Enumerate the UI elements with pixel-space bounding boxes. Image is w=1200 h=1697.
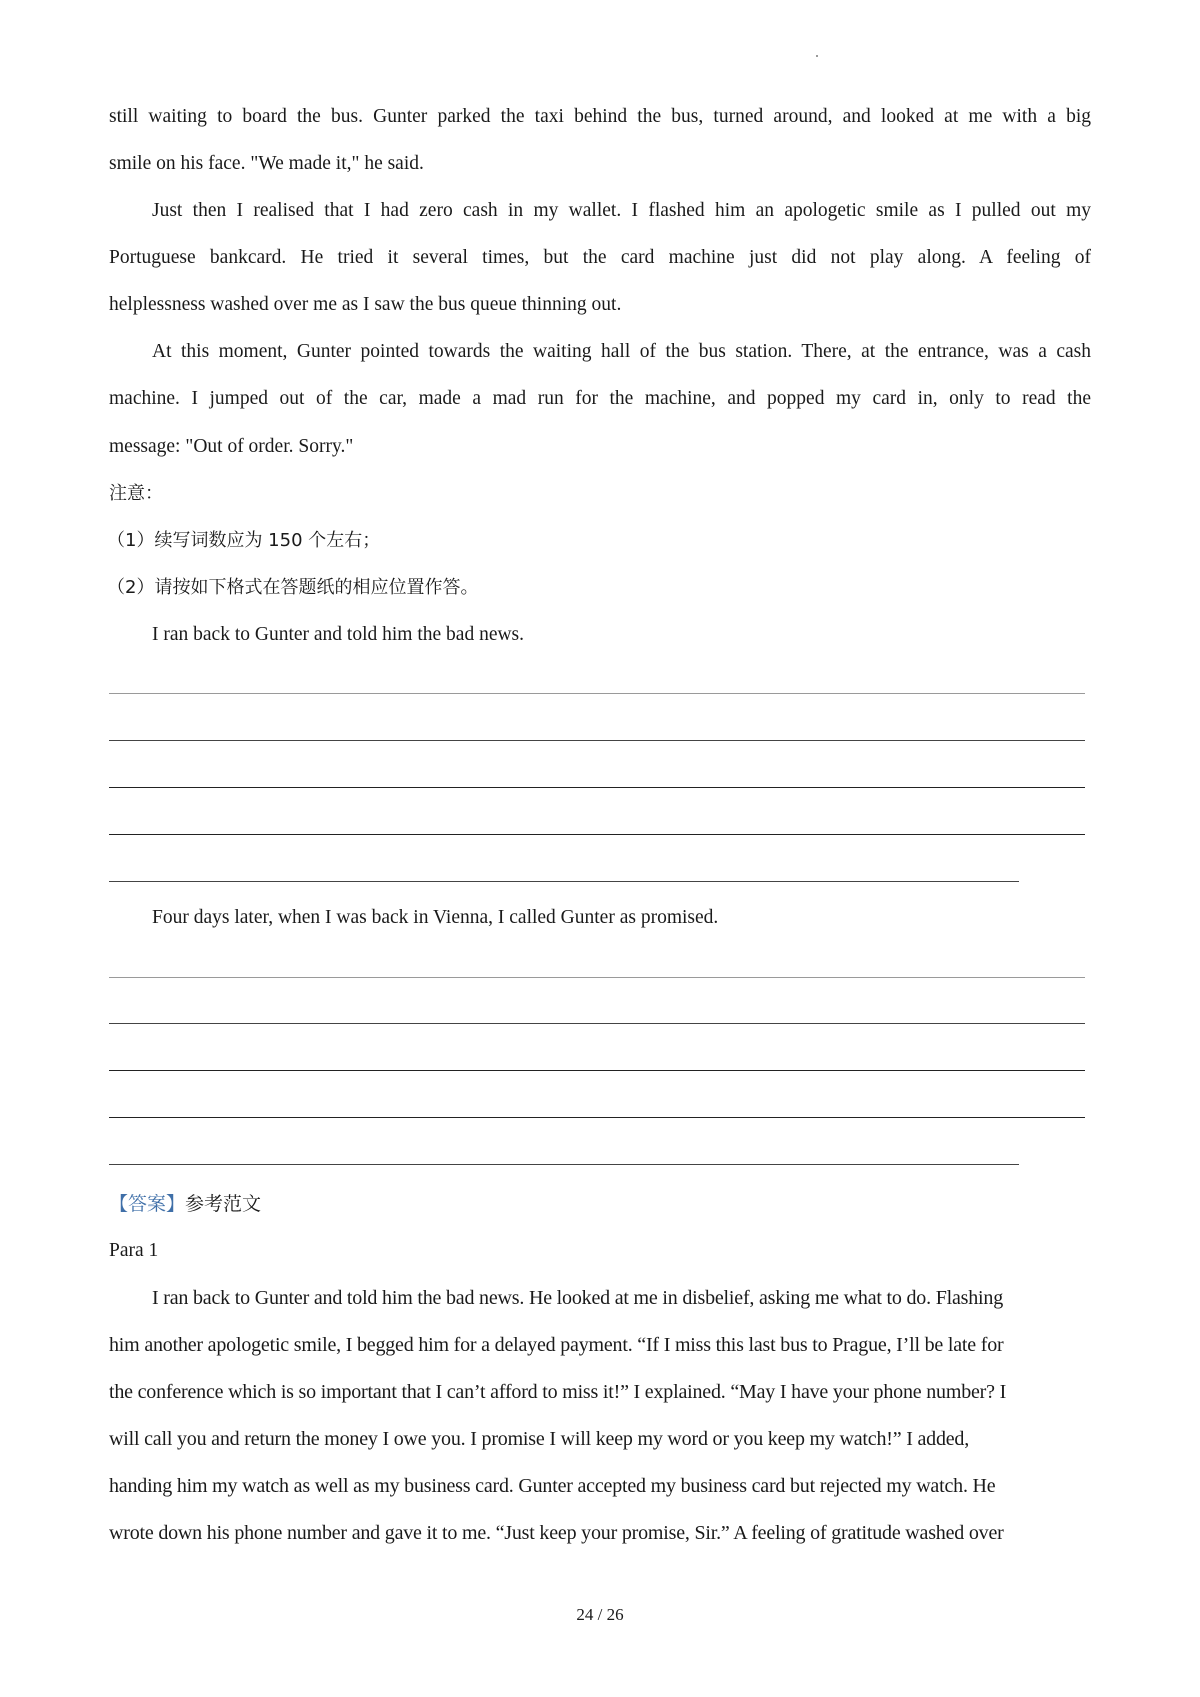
answer-line: I ran back to Gunter and told him the bad news. He looked at me in disbelief, asking me what to do. Flashing <box>152 1287 1003 1309</box>
passage-line: helplessness washed over me as I saw the bus queue thinning out. <box>109 294 622 315</box>
answer-writing-line[interactable] <box>109 977 1085 978</box>
passage-line: machine. I jumped out of the car, made a mad run for the machine, and popped my card in, only to read the <box>109 388 1091 409</box>
para-label: Para 1 <box>109 1240 159 1261</box>
answer-writing-line[interactable] <box>109 1164 1019 1165</box>
passage-line: At this moment, Gunter pointed towards the waiting hall of the bus station. There, at the entrance, was a cash <box>152 341 1091 362</box>
notes-item: （1）续写词数应为 150 个左右； <box>107 530 381 551</box>
answer-line: wrote down his phone number and gave it to me. “Just keep your promise, Sir.” A feeling of gratitude washed over <box>109 1522 1004 1544</box>
answer-line: handing him my watch as well as my business card. Gunter accepted my business card but rejected my watch. He <box>109 1475 996 1497</box>
passage-line: smile on his face. "We made it," he said. <box>109 153 424 174</box>
scan-artifact-dot <box>816 55 818 57</box>
answer-line: him another apologetic smile, I begged him for a delayed payment. “If I miss this last bus to Prague, I’ll be late for <box>109 1334 1004 1356</box>
notes-item: （2）请按如下格式在答题纸的相应位置作答。 <box>107 577 479 598</box>
answer-tag: 【答案】 <box>109 1193 186 1215</box>
answer-writing-line[interactable] <box>109 787 1085 788</box>
answer-writing-line[interactable] <box>109 1070 1085 1071</box>
notes-heading: 注意： <box>109 483 163 504</box>
writing-prompt-1: I ran back to Gunter and told him the bad news. <box>152 624 525 645</box>
writing-prompt-2: Four days later, when I was back in Vienna, I called Gunter as promised. <box>152 907 719 928</box>
passage-line: Just then I realised that I had zero cash in my wallet. I flashed him an apologetic smile as I pulled out my <box>152 200 1091 221</box>
answer-writing-line[interactable] <box>109 881 1019 882</box>
answer-writing-line[interactable] <box>109 1117 1085 1118</box>
answer-writing-line[interactable] <box>109 834 1085 835</box>
answer-heading <box>109 1192 1091 1216</box>
passage-line: message: "Out of order. Sorry." <box>109 436 354 457</box>
passage-line: still waiting to board the bus. Gunter parked the taxi behind the bus, turned around, and looked at me with a big <box>109 106 1091 127</box>
answer-title: 参考范文 <box>185 1193 262 1215</box>
answer-writing-line[interactable] <box>109 740 1085 741</box>
answer-writing-line[interactable] <box>109 693 1085 694</box>
answer-writing-line[interactable] <box>109 1023 1085 1024</box>
page-number: 24 / 26 <box>576 1605 624 1624</box>
passage-line: Portuguese bankcard. He tried it several times, but the card machine just did not play along. A feeling of <box>109 247 1091 268</box>
answer-line: the conference which is so important that I can’t afford to miss it!” I explained. “May I have your phone number? I <box>109 1381 1007 1403</box>
answer-line: will call you and return the money I owe you. I promise I will keep my word or you keep my watch!” I added, <box>109 1428 970 1450</box>
